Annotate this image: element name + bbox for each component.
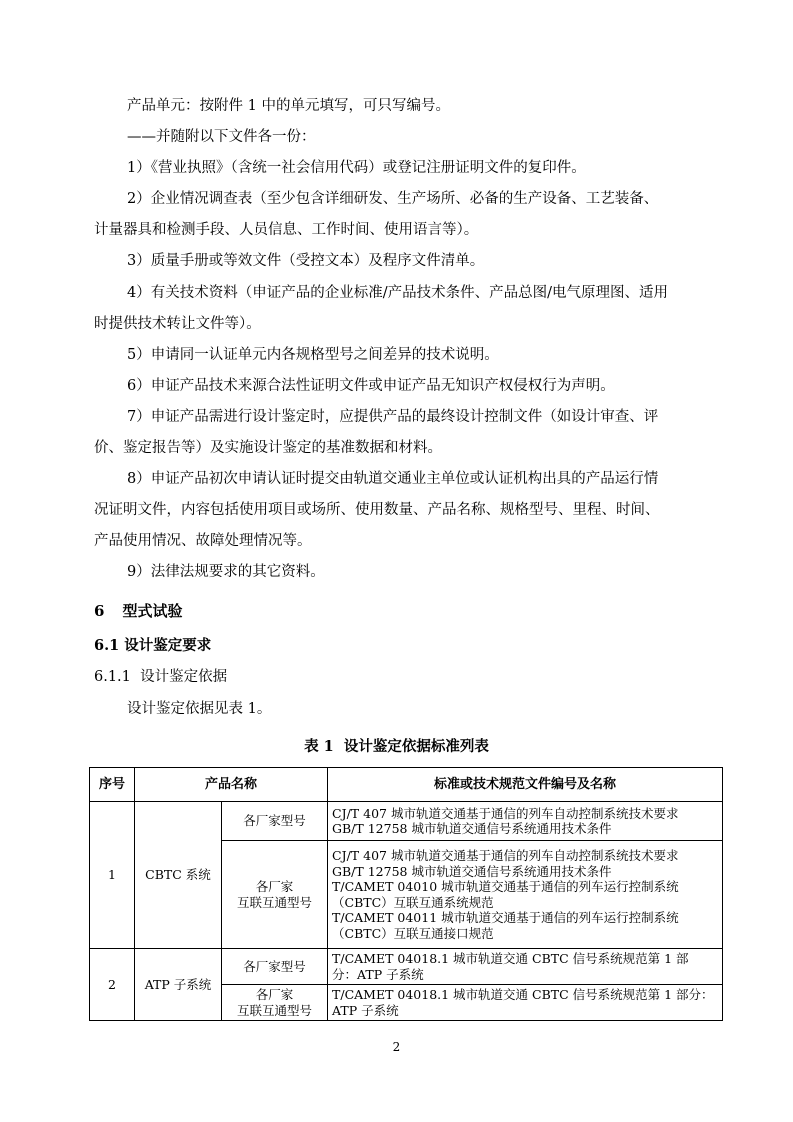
standard-line: CJ/T 407 城市轨道交通基于通信的列车自动控制系统技术要求 bbox=[332, 848, 679, 863]
standard-line: GB/T 12758 城市轨道交通信号系统通用技术条件 bbox=[332, 821, 612, 836]
standard-line: 分：ATP 子系统 bbox=[332, 966, 424, 982]
section-6-number: 6 bbox=[94, 602, 105, 620]
section-6-1-1-heading: 6.1.1 设计鉴定依据 bbox=[94, 669, 228, 685]
paragraph-attachments-intro: ——并随附以下文件各一份： bbox=[127, 129, 316, 145]
page-number: 2 bbox=[392, 1040, 401, 1054]
standard-line: T/CAMET 04018.1 城市轨道交通 CBTC 信号系统规范第 1 部分： bbox=[332, 987, 714, 1002]
standard-line: T/CAMET 04018.1 城市轨道交通 CBTC 信号系统规范第 1 部 bbox=[332, 951, 689, 966]
row1-type-a: 各厂家型号 bbox=[222, 802, 328, 841]
type-line: 各厂家 bbox=[255, 879, 294, 894]
row2-product-name: ATP 子系统 bbox=[135, 949, 222, 1021]
list-item-3: 3）质量手册或等效文件（受控文本）及程序文件清单。 bbox=[127, 253, 485, 269]
list-item-1: 1）《营业执照》（含统一社会信用代码）或登记注册证明文件的复印件。 bbox=[127, 160, 586, 176]
header-standard: 标准或技术规范文件编号及名称 bbox=[328, 768, 723, 802]
paragraph-product-unit: 产品单元：按附件 1 中的单元填写，可只写编号。 bbox=[127, 98, 450, 114]
list-item-6: 6）申证产品技术来源合法性证明文件或申证产品无知识产权侵权行为声明。 bbox=[127, 378, 615, 394]
type-line: 互联互通型号 bbox=[237, 1002, 313, 1018]
section-6-title: 型式试验 bbox=[122, 602, 183, 620]
header-product: 产品名称 bbox=[135, 768, 328, 802]
row2-type-a: 各厂家型号 bbox=[222, 949, 328, 985]
standard-line: T/CAMET 04010 城市轨道交通基于通信的列车运行控制系统 bbox=[332, 879, 679, 894]
row2-standards-b bbox=[328, 985, 723, 1021]
list-item-2-line1: 2）企业情况调查表（至少包含详细研发、生产场所、必备的生产设备、工艺装备、 bbox=[127, 191, 659, 207]
table-caption: 表 1 设计鉴定依据标准列表 bbox=[304, 738, 489, 755]
list-item-4-line1: 4）有关技术资料（申证产品的企业标准/产品技术条件、产品总图/电气原理图、适用 bbox=[127, 285, 668, 301]
row1-seq: 1 bbox=[90, 802, 135, 949]
list-item-8-line1: 8）申证产品初次申请认证时提交由轨道交通业主单位或认证机构出具的产品运行情 bbox=[127, 471, 659, 487]
row1-standards-b bbox=[328, 841, 723, 949]
table-row bbox=[90, 802, 723, 841]
row2-standards-a bbox=[328, 949, 723, 985]
list-item-4-line2: 时提供技术转让文件等）。 bbox=[94, 316, 261, 332]
standard-line: T/CAMET 04011 城市轨道交通基于通信的列车运行控制系统 bbox=[332, 910, 679, 925]
list-item-8-line3: 产品使用情况、故障处理情况等。 bbox=[94, 533, 312, 549]
section-6-1-heading: 6.1 设计鉴定要求 bbox=[94, 637, 212, 654]
standard-line: GB/T 12758 城市轨道交通信号系统通用技术条件 bbox=[332, 863, 612, 879]
list-item-8-line2: 况证明文件，内容包括使用项目或场所、使用数量、产品名称、规格型号、里程、时间、 bbox=[94, 502, 660, 518]
list-item-7-line1: 7）申证产品需进行设计鉴定时，应提供产品的最终设计控制文件（如设计审查、评 bbox=[127, 409, 659, 425]
list-item-2-line2: 计量器具和检测手段、人员信息、工作时间、使用语言等）。 bbox=[94, 222, 479, 238]
list-item-5: 5）申请同一认证单元内各规格型号之间差异的技术说明。 bbox=[127, 347, 499, 363]
standard-line: ATP 子系统 bbox=[332, 1002, 399, 1018]
intro-text: 设计鉴定依据见表 1。 bbox=[127, 701, 272, 717]
row2-type-b bbox=[222, 985, 328, 1021]
table-header-row bbox=[90, 768, 723, 802]
row1-standards-a bbox=[328, 802, 723, 841]
standard-line: CJ/T 407 城市轨道交通基于通信的列车自动控制系统技术要求 bbox=[332, 805, 679, 821]
section-6-heading bbox=[94, 601, 182, 621]
standard-line: （CBTC）互联互通接口规范 bbox=[332, 925, 494, 941]
standards-table bbox=[89, 767, 723, 1021]
header-seq: 序号 bbox=[90, 768, 135, 802]
list-item-9: 9）法律法规要求的其它资料。 bbox=[127, 564, 325, 580]
type-line: 互联互通型号 bbox=[237, 894, 313, 910]
row1-product-name: CBTC 系统 bbox=[135, 802, 222, 949]
row1-type-b bbox=[222, 841, 328, 949]
type-line: 各厂家 bbox=[255, 987, 294, 1002]
list-item-7-line2: 价、鉴定报告等）及实施设计鉴定的基准数据和材料。 bbox=[94, 440, 442, 456]
table-row bbox=[90, 949, 723, 985]
row2-seq: 2 bbox=[90, 949, 135, 1021]
standard-line: （CBTC）互联互通系统规范 bbox=[332, 894, 494, 910]
